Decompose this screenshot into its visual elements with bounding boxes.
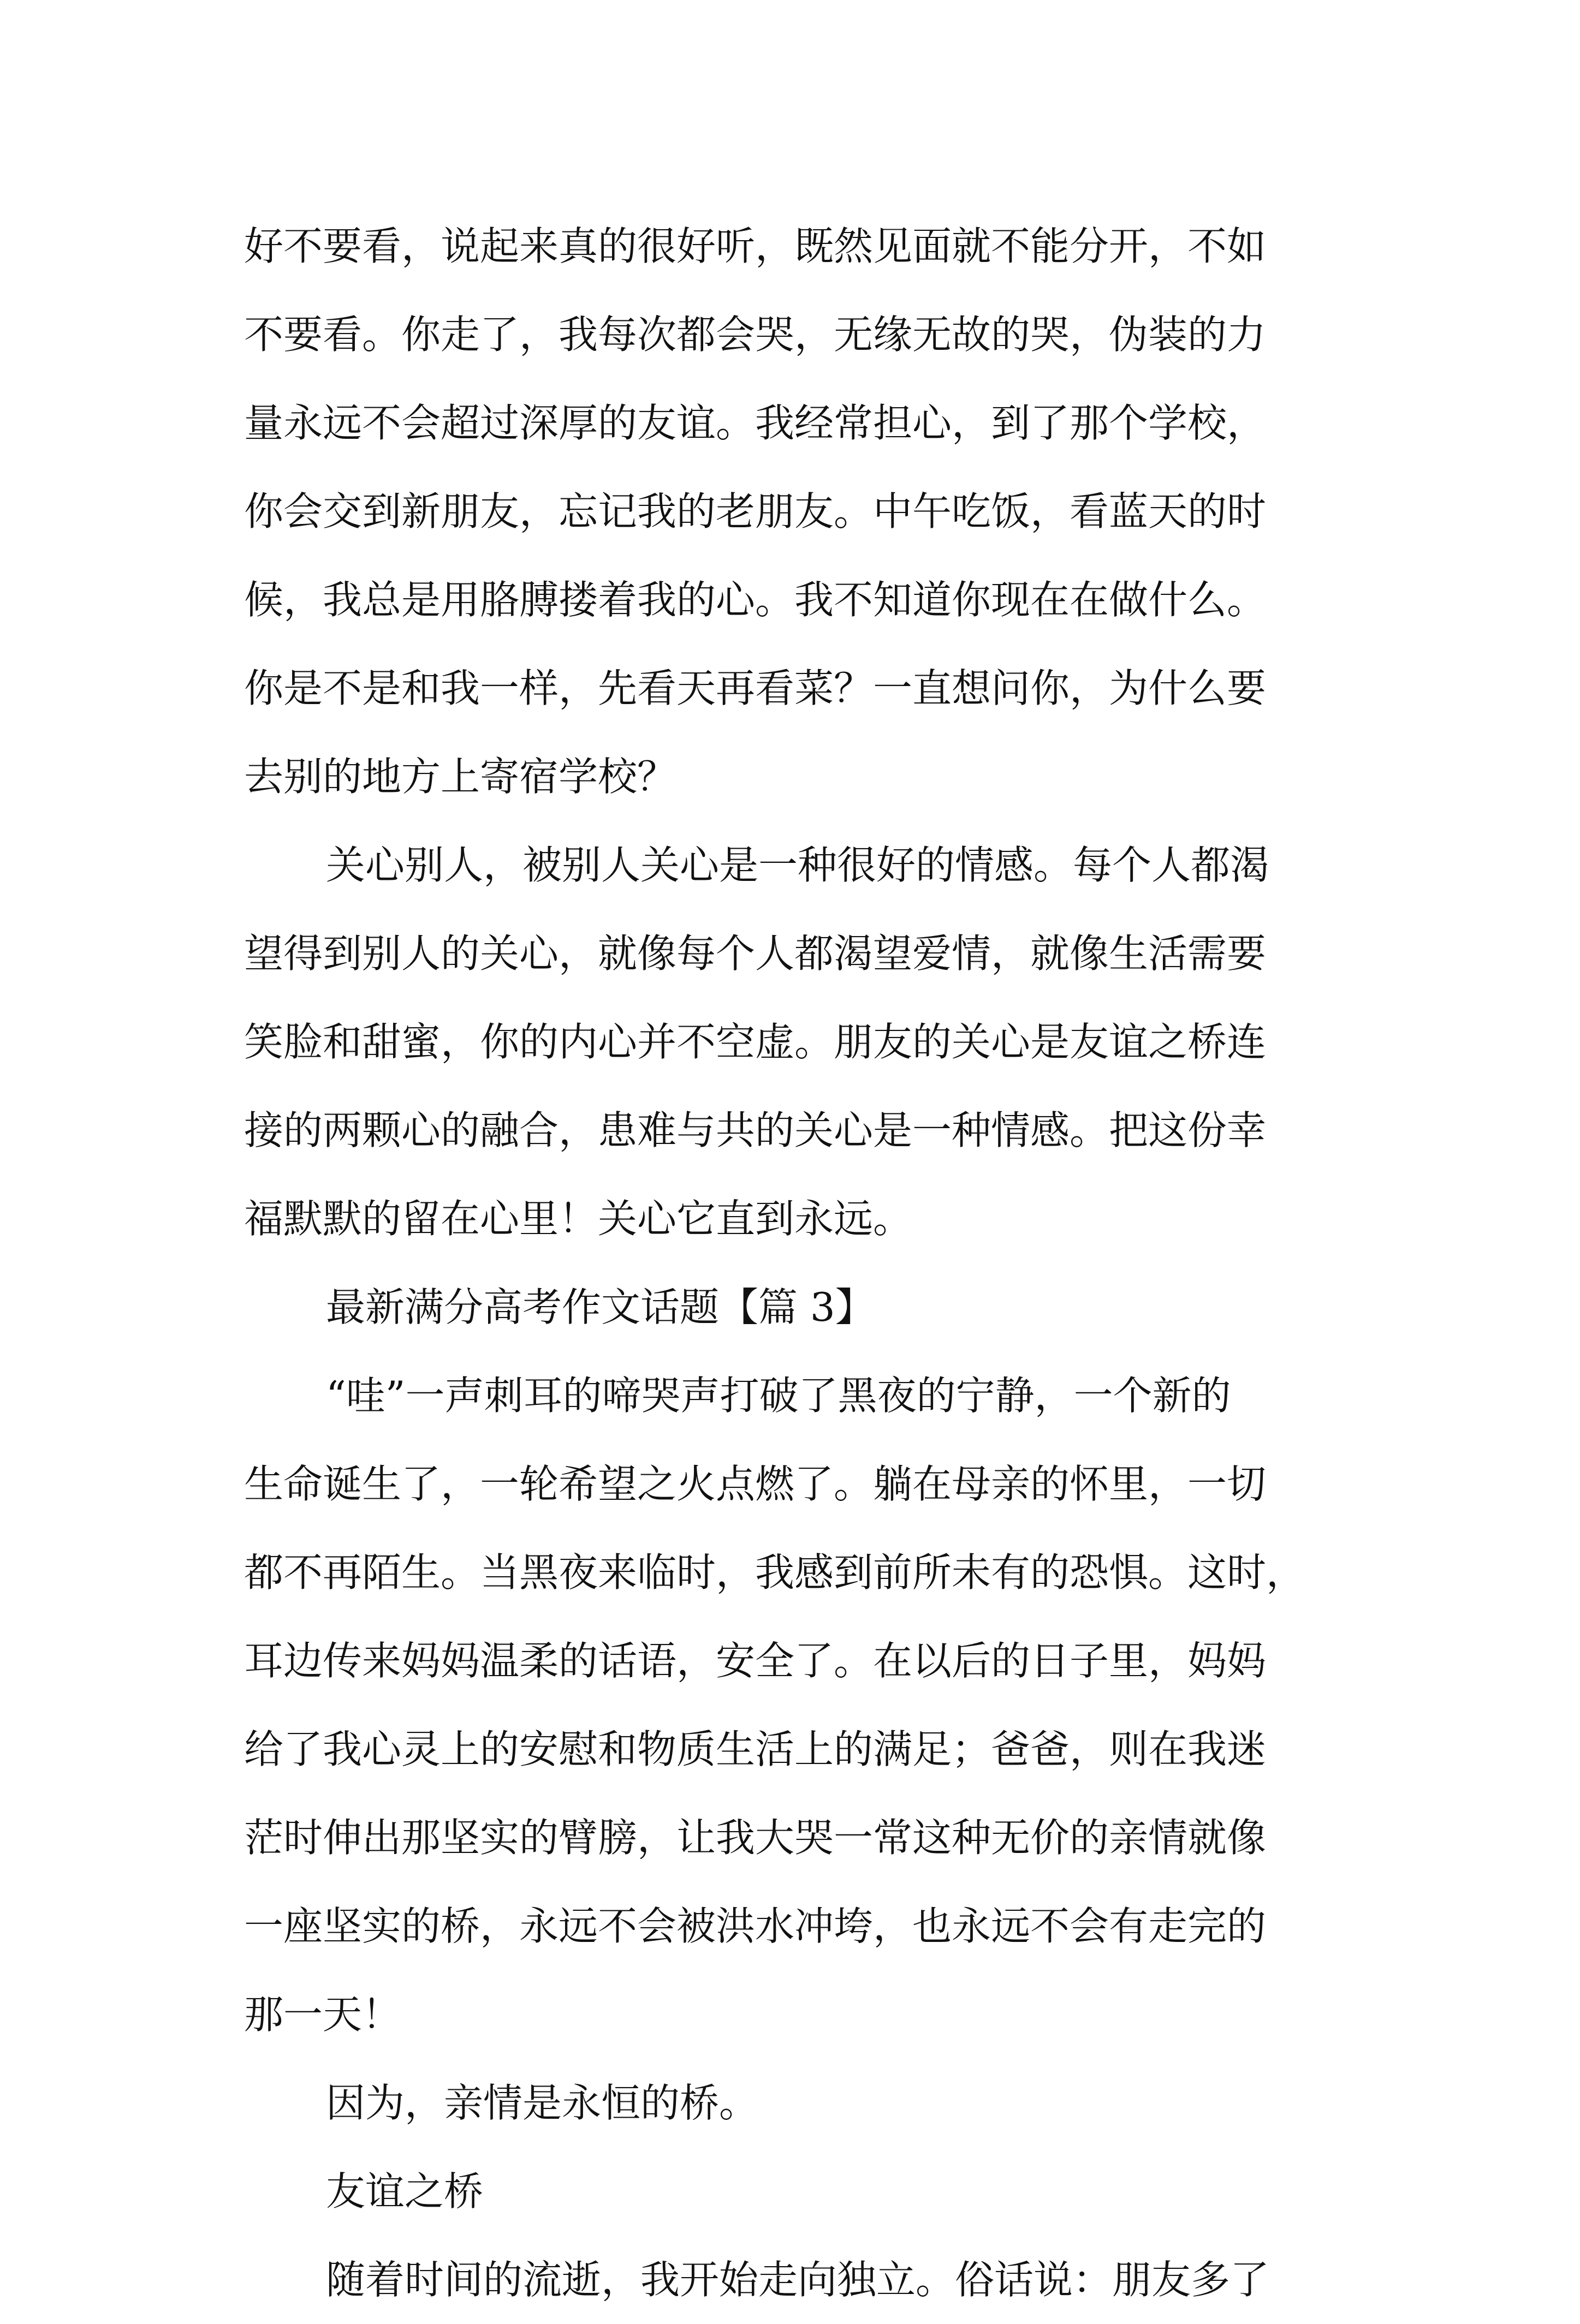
text-line: 不要看。你走了，我每次都会哭，无缘无故的哭，伪装的力 <box>244 312 1267 357</box>
section-heading: 最新满分高考作文话题【篇 3】 <box>326 1284 875 1330</box>
paragraph-start-line: “哇”一声刺耳的啼哭声打破了黑夜的宁静，一个新的 <box>326 1373 1231 1419</box>
text-line: 去别的地方上寄宿学校？ <box>244 754 677 800</box>
text-line: 量永远不会超过深厚的友谊。我经常担心，到了那个学校， <box>244 400 1267 446</box>
text-line: 一座坚实的桥，永远不会被洪水冲垮，也永远不会有走完的 <box>244 1903 1267 1949</box>
text-line: 给了我心灵上的安慰和物质生活上的满足；爸爸，则在我迷 <box>244 1726 1267 1772</box>
text-line: 接的两颗心的融合，患难与共的关心是一种情感。把这份幸 <box>244 1107 1267 1153</box>
text-line: 望得到别人的关心，就像每个人都渴望爱情，就像生活需要 <box>244 931 1267 976</box>
subheading: 友谊之桥 <box>326 2168 484 2214</box>
text-line: 耳边传来妈妈温柔的话语，安全了。在以后的日子里，妈妈 <box>244 1638 1267 1684</box>
text-line: 候，我总是用胳膊搂着我的心。我不知道你现在在做什么。 <box>244 577 1267 623</box>
text-line: 生命诞生了，一轮希望之火点燃了。躺在母亲的怀里，一切 <box>244 1461 1267 1507</box>
paragraph-start-line: 因为，亲情是永恒的桥。 <box>326 2080 759 2126</box>
text-line: 你是不是和我一样，先看天再看菜？一直想问你，为什么要 <box>244 665 1267 711</box>
text-line: 都不再陌生。当黑夜来临时，我感到前所未有的恐惧。这时， <box>244 1550 1306 1595</box>
text-line: 茫时伸出那坚实的臂膀，让我大哭一常这种无价的亲情就像 <box>244 1815 1267 1861</box>
text-line: 笑脸和甜蜜，你的内心并不空虚。朋友的关心是友谊之桥连 <box>244 1019 1267 1065</box>
text-line: 那一天！ <box>244 1992 402 2037</box>
text-line: 你会交到新朋友，忘记我的老朋友。中午吃饭，看蓝天的时 <box>244 488 1267 534</box>
document-body <box>244 202 1355 2324</box>
paragraph-start-line: 随着时间的流逝，我开始走向独立。俗话说：朋友多了 <box>326 2257 1270 2303</box>
text-line: 好不要看，说起来真的很好听，既然见面就不能分开，不如 <box>244 223 1267 269</box>
text-line: 福默默的留在心里！关心它直到永远。 <box>244 1196 913 1242</box>
paragraph-start-line: 关心别人，被别人关心是一种很好的情感。每个人都渴 <box>326 842 1270 888</box>
